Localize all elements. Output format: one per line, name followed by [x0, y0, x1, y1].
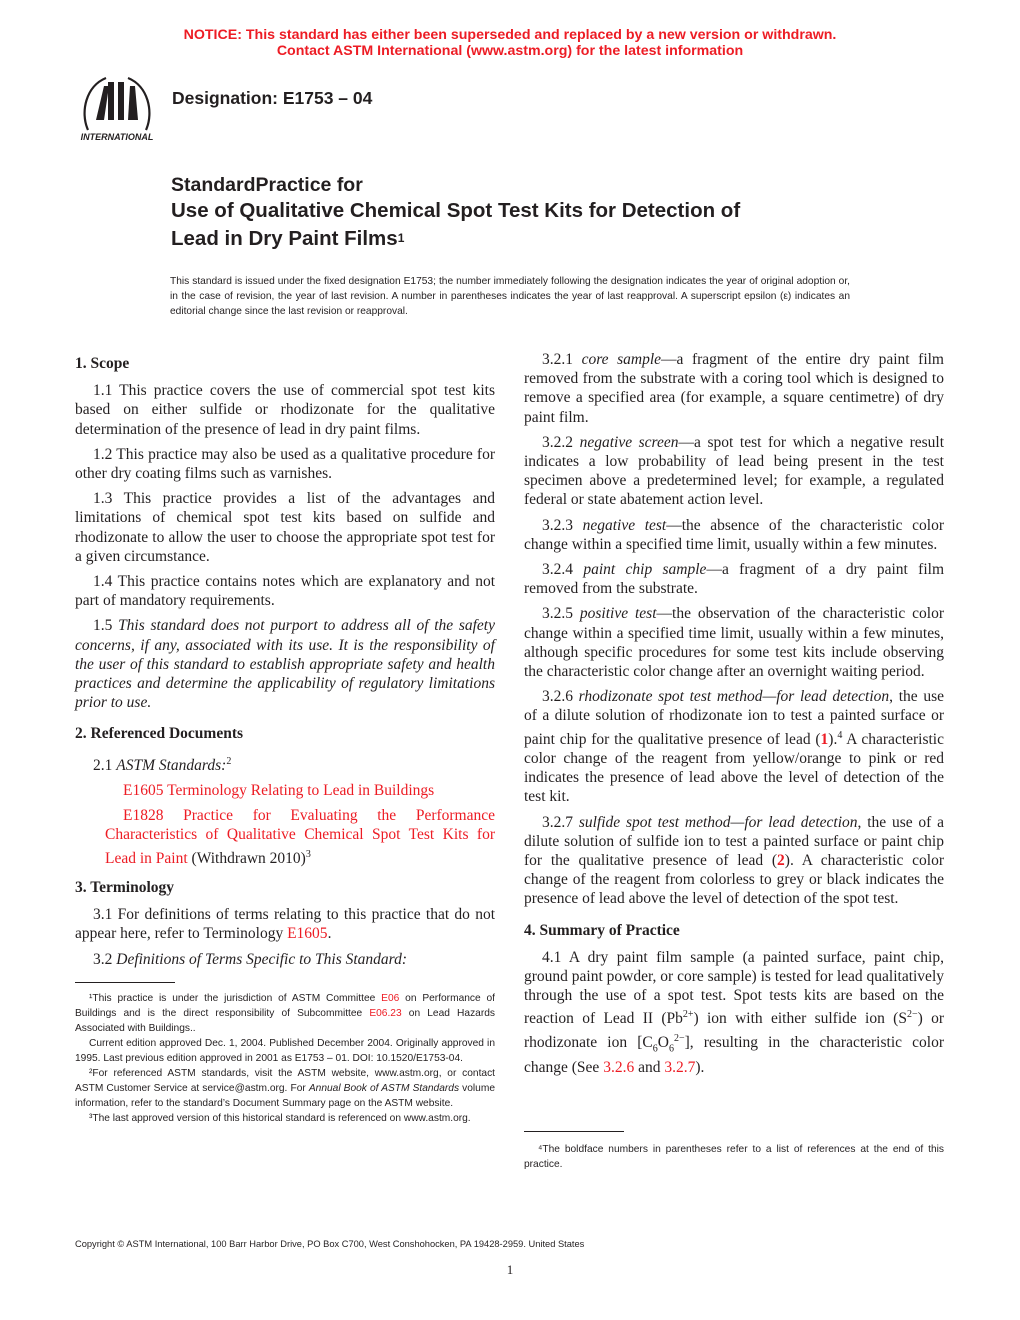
section-heading-terminology: 3. Terminology: [75, 878, 175, 896]
section-heading-summary: 4. Summary of Practice: [524, 921, 680, 939]
title-footnote-mark: 1: [397, 231, 405, 245]
footnote-rule-right: [524, 1131, 624, 1132]
paragraph-2-1: 2.1 ASTM Standards:$^2$: [93, 755, 232, 774]
reference-e1605[interactable]: E1605 Terminology Relating to Lead in Buildings: [123, 782, 435, 800]
footnote-1-edition: Current edition approved Dec. 1, 2004. Published December 2004. Originally approved in 1995. Last previous edition approved in 2001 as E1753 – 01. DOI: 10.1520/E1753-04.: [75, 1038, 495, 1064]
definition-3-2-3: 3.2.3 negative test—the absence of the characteristic color change within a specified time limit, usually within a few minutes.: [524, 516, 945, 553]
title-line-1: StandardPractice for: [171, 174, 363, 196]
definition-3-2-1: 3.2.1 core sample—a fragment of the entire dry paint film removed from the substrate with a coring tool which is designed to remove a specified area (for example, a square centimetre) of dry paint film.: [524, 351, 944, 426]
section-heading-referenced: 2. Referenced Documents: [75, 725, 244, 743]
right-column: [524, 350, 944, 1083]
paragraph-1-2: 1.2 This practice may also be used as a qualitative procedure for other dry coating films such as varnishes.: [75, 445, 495, 483]
definition-3-2-6: 3.2.6 rhodizonate spot test method—for lead detection, the use of a dilute solution of rhodizonate ion to test a painted surface or paint chip for the qualitative presence of lead (1).$^4$ A characteristic color change of the reagent from yellow/orange to pink or red indicates the presence of lead above the level of detection of the test kit.: [524, 688, 944, 806]
paragraph-1-5: 1.5 This standard does not purport to address all of the safety concerns, if any, associated with its use. It is the responsibility of the user of this standard to establish appropriate safety and health practices and determine the applicability of regulatory limitations prior to use.: [75, 617, 495, 712]
link-3-2-7[interactable]: 3.2.7: [664, 1059, 696, 1077]
definition-3-2-7: 3.2.7 sulfide spot test method—for lead detection, the use of a dilute solution of sulfide ion to test a painted surface or paint chip for the qualitative presence of lead (2). A characteristic color change of the reagent from colorless to grey or black indicates the presence of lead above the level of detection of the spot test.: [524, 813, 945, 908]
definition-3-2-4: 3.2.4 paint chip sample—a fragment of a dry paint film removed from the substrate.: [524, 561, 945, 598]
paragraph-1-1: 1.1 This practice covers the use of commercial spot test kits based on either sulfide or rhodizonate for the qualitative determination of the presence of lead in dry paint films.: [75, 382, 495, 438]
title-line-3: Lead in Dry Paint Films$^1$: [171, 227, 405, 250]
footnote-2: ²For referenced ASTM standards, visit the ASTM website, www.astm.org, or contact ASTM Customer Service at service@astm.org. For Annual Book of ASTM Standards volume information, refer to the standard’s Document Summary page on the ASTM website.: [75, 1068, 495, 1109]
reference-1-link[interactable]: 1: [820, 730, 829, 748]
preamble: This standard is issued under the fixed designation E1753; the number immediately following the designation indicates the year of original adoption or, in the case of revision, the year of last revision. A number in parentheses indicates the year of last reapproval. A superscript epsilon (ε) indicates an editorial change since the last revision or reapproval.: [170, 276, 850, 317]
footnote-4: ⁴The boldface numbers in parentheses refer to a list of references at the end of this practice.: [524, 1144, 944, 1170]
footnote-3: ³The last approved version of this historical standard is referenced on www.astm.org.: [89, 1113, 471, 1124]
paragraph-3-2: 3.2 Definitions of Terms Specific to This Standard:: [93, 950, 408, 968]
definition-3-2-2: 3.2.2 negative screen—a spot test for which a negative result indicates a low probability of lead being present in the test specimen above a predetermined level; for example, a regulated federal or state abatement action level.: [524, 433, 945, 509]
designation: Designation: E1753 – 04: [172, 88, 373, 108]
astm-logo: [74, 72, 160, 144]
footnotes-left: [75, 991, 495, 1126]
logo-subtext: INTERNATIONAL: [80, 132, 154, 142]
left-column: [75, 350, 495, 975]
paragraph-1-4: 1.4 This practice contains notes which are explanatory and not part of mandatory requirements.: [75, 573, 495, 610]
footnote-rule-left: [75, 982, 175, 983]
section-heading-scope: 1. Scope: [75, 355, 130, 372]
page-number: 1: [506, 1262, 514, 1277]
paragraph-4-1: 4.1 A dry paint film sample (a painted surface, paint chip, ground paint powder, or core sample) is tested for lead qualitatively through the use of a spot test. Spot tests kits are based on the reaction of Lead II $(Pb^{2+})$ ion with either sulfide ion $(S^{2-})$ or rhodizonate ion $[C_6O_6^{2-}]$, resulting in the characteristic color change (See 3.2.6 and 3.2.7).: [524, 948, 944, 1077]
notice-line-1: NOTICE: This standard has either been superseded and replaced by a new version or withdrawn.: [183, 27, 837, 43]
link-e06[interactable]: E06: [381, 993, 400, 1004]
copyright-footer: Copyright © ASTM International, 100 Barr Harbor Drive, PO Box C700, West Conshohocken, PA 19428-2959. United States: [75, 1239, 585, 1249]
reference-e1828[interactable]: E1828 Practice for Evaluating the Performance Characteristics of Qualitative Chemical Spot Test Kits for Lead in Paint (Withdrawn 2010)$^3$: [105, 807, 495, 867]
footnote-1: ¹This practice is under the jurisdiction of ASTM Committee E06 on Performance of Buildings and is the direct responsibility of Subcommittee E06.23 on Lead Hazards Associated with Buildings..: [75, 993, 496, 1034]
title-line-2: Use of Qualitative Chemical Spot Test Kits for Detection of: [171, 199, 741, 222]
link-3-2-6[interactable]: 3.2.6: [603, 1059, 635, 1077]
link-e1605[interactable]: E1605: [287, 925, 328, 943]
reference-2-link[interactable]: 2: [777, 852, 785, 870]
paragraph-3-1: 3.1 For definitions of terms relating to this practice that do not appear here, refer to Terminology E1605.: [75, 906, 495, 943]
paragraph-1-3: 1.3 This practice provides a list of the advantages and limitations of chemical spot test kits based on sulfide and rhodizonate to allow the user to choose the appropriate spot test for a given circumstance.: [75, 490, 495, 565]
definition-3-2-5: 3.2.5 positive test—the observation of the characteristic color change within a specified time limit, usually within a few minutes, although specific procedures for some test kits include observing the characteristic color change after an overnight waiting period.: [524, 605, 944, 681]
link-e06-23[interactable]: E06.23: [369, 1008, 402, 1019]
notice-line-2: Contact ASTM International (www.astm.org) for the latest information: [276, 43, 744, 59]
